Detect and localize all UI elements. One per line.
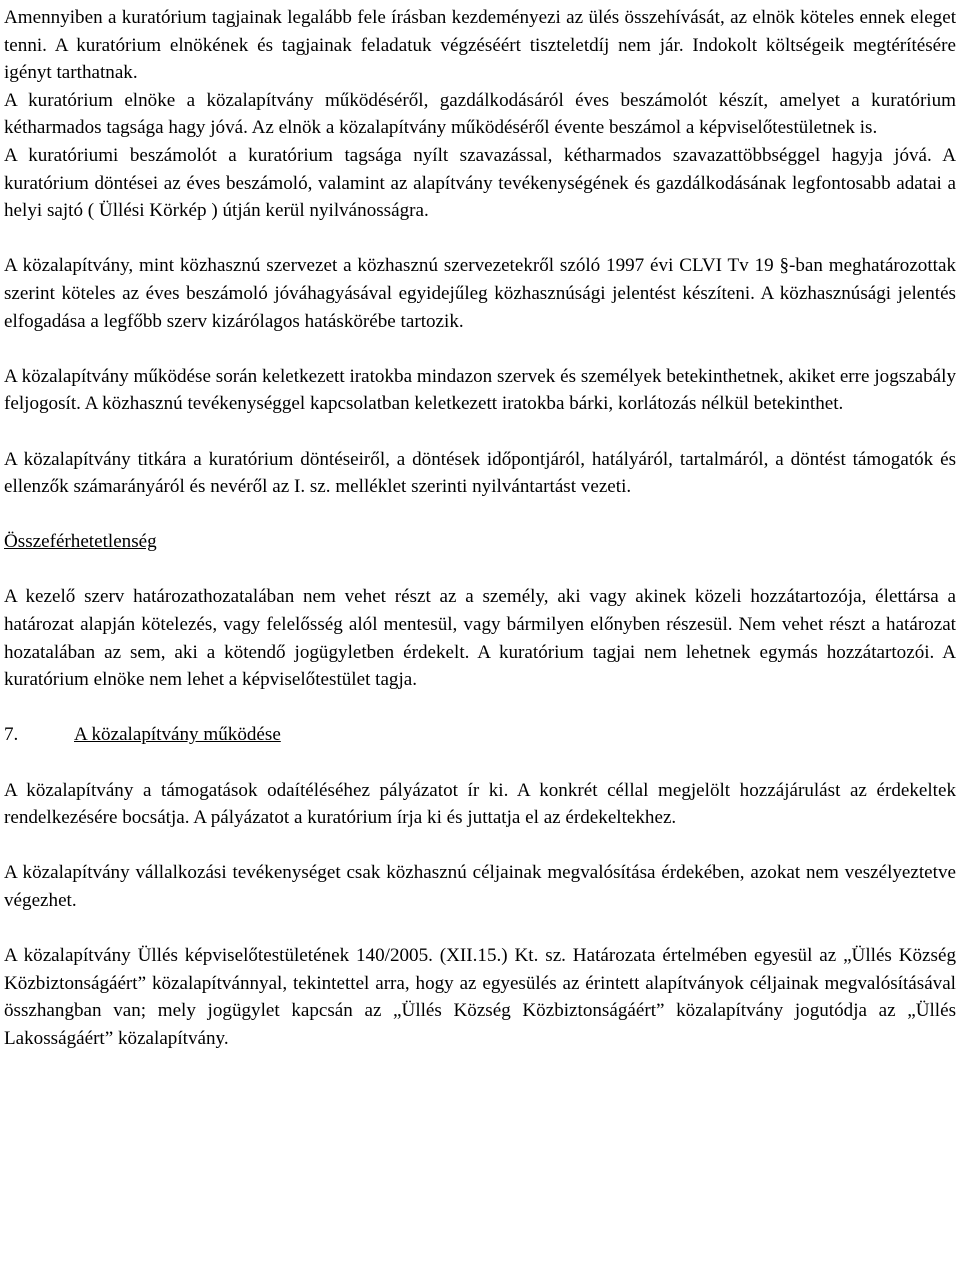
paragraph-palyazat: A közalapítvány a támogatások odaítéléséhez pályázatot ír ki. A konkrét céllal megjelölt hozzájárulást az érdekeltek rendelkezésére bocsátja. A pályázatot a kuratórium írja ki és juttatja el az érdekeltekhez. [4, 779, 956, 829]
section-number: 7. [4, 724, 19, 746]
heading-osszeferhetetlenseg: Összeférhetetlenség [4, 531, 157, 553]
paragraph-titkar-nyilvantartas: A közalapítvány titkára a kuratórium döntéseiről, a döntések időpontjáról, hatályáról, tartalmáról, a döntést támogatók és ellenzők számarányáról és nevéről az I. sz. melléklet szerinti nyilvántartást vezeti. [4, 448, 956, 498]
paragraph-vallalkozasi-tevekenyseg: A közalapítvány vállalkozási tevékenységet csak közhasznú céljainak megvalósítása érdekében, azokat nem veszélyeztetve végezhet. [4, 862, 956, 911]
section-heading-7 [4, 721, 956, 749]
paragraph-kozhasznusagi-jelentes: A közalapítvány, mint közhasznú szervezet a közhasznú szervezetekről szóló 1997 évi CLVI Tv 19 §-ban meghatározottak szerint köteles az éves beszámoló jóváhagyásával egyidejűleg közhasznúsági jelentést készíteni. A közhasznúsági jelentés elfogadása a legfőbb szerv kizárólagos hatáskörébe tartozik. [4, 255, 956, 332]
paragraph-ules-osszehivas: Amennyiben a kuratórium tagjainak legalább fele írásban kezdeményezi az ülés összehívását, az elnök köteles ennek eleget tenni. A kuratórium elnökének és tagjainak feladatuk végzéséért tiszteletdíj nem jár. Indokolt költségeik megtérítésére igényt tarthatnak. [4, 7, 956, 84]
paragraph-eves-beszamolo: A kuratórium elnöke a közalapítvány működéséről, gazdálkodásáról éves beszámolót készít, amelyet a kuratórium kétharmados tagsága hagy jóvá. Az elnök a közalapítvány működéséről évente beszámol a képviselőtestületnek is. [4, 89, 956, 139]
paragraph-egyesules-hatarozat: A közalapítvány Üllés képviselőtestületének 140/2005. (XII.15.) Kt. sz. Határozata értelmében egyesül az „Üllés Község Közbiztonságáért” közalapítvánnyal, tekintettel arra, hogy az egyesülés az érintett alapítványok céljainak megvalósításával összhangban van; mely jogügylet kapcsán az „Üllés Község Közbiztonságáért” közalapítvány jogutódja az „Üllés Lakosságáért” közalapítvány. [4, 945, 956, 1049]
paragraph-kuratoriumi-beszamolo: A kuratóriumi beszámolót a kuratórium tagsága nyílt szavazással, kétharmados szavazattöbbséggel hagyja jóvá. A kuratórium döntései az éves beszámoló, valamint az alapítvány tevékenységének és gazdálkodásának legfontosabb adatai a helyi sajtó ( Üllési Körkép ) útján kerül nyilvánosságra. [4, 144, 956, 222]
paragraph-osszeferhetetlenseg: A kezelő szerv határozathozatalában nem vehet részt az a személy, aki vagy akinek közeli hozzátartozója, élettársa a határozat alapján kötelezés, vagy felelősség alól mentesül, vagy bármilyen előnyben részesül. Nem vehet részt a határozat hozatalában az sem, aki a kötendő jogügyletben érdekelt. A kuratórium tagjai nem lehetnek egymás hozzátartozói. A kuratórium elnöke nem lehet a képviselőtestület tagja. [4, 586, 956, 691]
section-title: A közalapítvány működése [74, 724, 281, 746]
paragraph-iratok-betekintes: A közalapítvány működése során keletkezett iratokba mindazon szervek és személyek betekinthetnek, akiket erre jogszabály feljogosít. A közhasznú tevékenységgel kapcsolatban keletkezett iratokba bárki, korlátozás nélkül betekinthet. [4, 365, 956, 415]
